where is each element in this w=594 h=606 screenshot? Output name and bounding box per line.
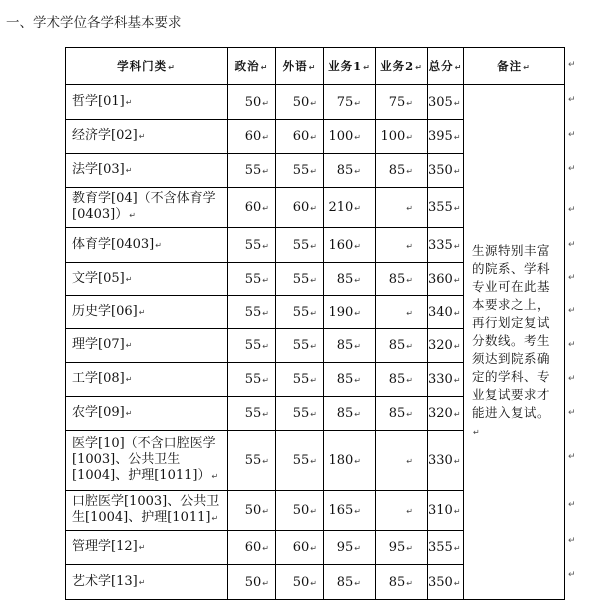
- total-cell-value: 305: [428, 94, 453, 110]
- row-end-mark: ↵: [568, 95, 576, 105]
- row-end-mark: ↵: [568, 374, 576, 384]
- course1-cell-value: 160: [328, 237, 354, 253]
- score-requirements-table: [65, 47, 565, 600]
- total-cell: [428, 329, 464, 363]
- politics-cell: [228, 188, 276, 228]
- paragraph-mark: ↵: [406, 544, 413, 553]
- paragraph-mark: ↵: [262, 544, 269, 553]
- subject-cell: [66, 120, 228, 154]
- row-end-mark: ↵: [568, 500, 576, 510]
- course2-cell: [376, 431, 428, 491]
- politics-cell: [228, 531, 276, 565]
- politics-cell-value: 55: [244, 304, 262, 320]
- paragraph-mark: ↵: [262, 376, 269, 385]
- paragraph-mark: ↵: [262, 98, 269, 108]
- paragraph-mark: ↵: [354, 507, 361, 516]
- total-cell-value: 340: [428, 304, 453, 320]
- header-course1: 业务1↵: [324, 48, 376, 85]
- course1-cell-value: 75: [336, 94, 354, 110]
- paragraph-mark: ↵: [354, 167, 361, 176]
- paragraph-mark: ↵: [310, 507, 317, 516]
- language-cell: [276, 120, 324, 154]
- header-total: 总分↵: [428, 48, 464, 85]
- course1-cell-value: 165: [328, 503, 354, 518]
- course1-cell-value: 85: [336, 372, 354, 387]
- paragraph-mark: ↵: [125, 274, 133, 284]
- politics-cell: [228, 120, 276, 154]
- politics-cell: [228, 329, 276, 363]
- paragraph-mark: ↵: [262, 133, 269, 142]
- paragraph-mark: ↵: [262, 410, 269, 419]
- subject-cell-value: 艺术学[13]: [72, 573, 138, 589]
- politics-cell: [228, 431, 276, 491]
- header-course2: 业务2↵: [376, 48, 428, 85]
- course2-cell: [376, 296, 428, 329]
- course2-cell: [376, 329, 428, 363]
- course1-cell: [324, 491, 376, 531]
- course2-cell: [376, 154, 428, 188]
- course1-cell: [324, 120, 376, 154]
- subject-cell-value: 农学[09]: [72, 405, 125, 420]
- language-cell-value: 60: [292, 129, 310, 144]
- politics-cell-value: 50: [244, 94, 262, 110]
- course1-cell: [324, 263, 376, 296]
- paragraph-mark: ↵: [406, 342, 413, 351]
- paragraph-mark: ↵: [262, 507, 269, 516]
- course1-cell: [324, 363, 376, 397]
- paragraph-mark: ↵: [354, 275, 361, 285]
- paragraph-mark: ↵: [406, 98, 413, 108]
- paragraph-mark: ↵: [453, 544, 461, 553]
- language-cell: [276, 85, 324, 120]
- total-cell-value: 320: [428, 338, 453, 353]
- total-cell-value: 320: [428, 406, 453, 421]
- paragraph-mark: ↵: [354, 457, 361, 466]
- total-cell-value: 355: [428, 540, 453, 555]
- course2-cell-value: 75: [388, 94, 406, 110]
- course1-cell-value: 85: [336, 574, 354, 590]
- total-cell: [428, 228, 464, 263]
- paragraph-mark: ↵: [211, 514, 219, 523]
- total-cell-value: 330: [428, 453, 453, 468]
- course1-cell: [324, 154, 376, 188]
- course2-cell: [376, 263, 428, 296]
- language-cell: [276, 491, 324, 531]
- subject-cell-value: 工学[08]: [72, 371, 125, 386]
- course1-cell: [324, 296, 376, 329]
- remarks-cell: [464, 85, 565, 600]
- paragraph-mark: ↵: [406, 275, 413, 285]
- course1-cell: [324, 329, 376, 363]
- header-subject: 学科门类↵: [66, 48, 228, 85]
- row-end-mark: ↵: [568, 306, 576, 316]
- paragraph-mark: ↵: [138, 543, 146, 552]
- language-cell: [276, 565, 324, 600]
- language-cell: [276, 263, 324, 296]
- total-cell: [428, 120, 464, 154]
- subject-cell: [66, 491, 228, 531]
- politics-cell-value: 55: [244, 271, 262, 287]
- course2-cell: [376, 531, 428, 565]
- paragraph-mark: ↵: [453, 457, 461, 466]
- paragraph-mark: ↵: [453, 578, 461, 588]
- course2-cell-value: 100: [380, 129, 406, 144]
- total-cell: [428, 491, 464, 531]
- paragraph-mark: ↵: [406, 167, 413, 176]
- paragraph-mark: ↵: [406, 204, 413, 213]
- course2-cell-value: 85: [388, 338, 406, 353]
- politics-cell: [228, 263, 276, 296]
- total-cell: [428, 431, 464, 491]
- total-cell: [428, 296, 464, 329]
- paragraph-mark: ↵: [310, 204, 317, 213]
- paragraph-mark: ↵: [125, 166, 133, 175]
- course1-cell: [324, 431, 376, 491]
- total-cell: [428, 531, 464, 565]
- total-cell-value: 360: [428, 271, 453, 287]
- subject-cell-value: 理学[07]: [72, 337, 125, 352]
- paragraph-mark: ↵: [406, 457, 413, 466]
- subject-cell: [66, 263, 228, 296]
- header-politics: 政治↵: [228, 48, 276, 85]
- paragraph-mark: ↵: [354, 578, 361, 588]
- paragraph-mark: ↵: [262, 342, 269, 351]
- row-end-mark: ↵: [568, 60, 576, 70]
- paragraph-mark: ↵: [453, 342, 461, 351]
- course2-cell-value: 85: [388, 406, 406, 421]
- paragraph-mark: ↵: [310, 342, 317, 351]
- paragraph-mark: ↵: [453, 133, 461, 142]
- total-cell: [428, 565, 464, 600]
- subject-cell: [66, 329, 228, 363]
- paragraph-mark: ↵: [138, 577, 146, 587]
- row-end-mark: ↵: [568, 205, 576, 215]
- politics-cell-value: 60: [244, 200, 262, 215]
- course2-cell: [376, 491, 428, 531]
- paragraph-mark: ↵: [406, 308, 413, 318]
- paragraph-mark: ↵: [406, 410, 413, 419]
- paragraph-mark: ↵: [125, 341, 133, 350]
- paragraph-mark: ↵: [354, 410, 361, 419]
- paragraph-mark: ↵: [354, 342, 361, 351]
- paragraph-mark: ↵: [453, 241, 461, 251]
- paragraph-mark: ↵: [354, 204, 361, 213]
- politics-cell-value: 55: [244, 338, 262, 353]
- language-cell-value: 55: [292, 163, 310, 178]
- course1-cell: [324, 188, 376, 228]
- course1-cell: [324, 228, 376, 263]
- language-cell: [276, 296, 324, 329]
- language-cell: [276, 531, 324, 565]
- paragraph-mark: ↵: [453, 204, 461, 213]
- politics-cell: [228, 85, 276, 120]
- subject-cell: [66, 228, 228, 263]
- paragraph-mark: ↵: [406, 507, 413, 516]
- paragraph-mark: ↵: [354, 544, 361, 553]
- language-cell-value: 50: [292, 503, 310, 518]
- row-end-mark: ↵: [568, 408, 576, 418]
- paragraph-mark: ↵: [310, 133, 317, 142]
- course2-cell: [376, 85, 428, 120]
- course1-cell: [324, 397, 376, 431]
- paragraph-mark: ↵: [125, 97, 133, 107]
- language-cell: [276, 397, 324, 431]
- paragraph-mark: ↵: [310, 308, 317, 318]
- politics-cell: [228, 296, 276, 329]
- paragraph-mark: ↵: [125, 375, 133, 384]
- total-cell: [428, 188, 464, 228]
- paragraph-mark: ↵: [453, 376, 461, 385]
- language-cell-value: 55: [292, 271, 310, 287]
- politics-cell: [228, 154, 276, 188]
- paragraph-mark: ↵: [310, 275, 317, 285]
- course1-cell-value: 85: [336, 406, 354, 421]
- paragraph-mark: ↵: [453, 275, 461, 285]
- politics-cell-value: 55: [244, 453, 262, 468]
- paragraph-mark: ↵: [129, 211, 136, 220]
- section-heading: 一、学术学位各学科基本要求: [6, 15, 182, 31]
- course1-cell-value: 95: [336, 540, 354, 555]
- course1-cell-value: 100: [328, 129, 354, 144]
- subject-cell: [66, 154, 228, 188]
- language-cell-value: 55: [292, 372, 310, 387]
- paragraph-mark: ↵: [406, 376, 413, 385]
- total-cell-value: 330: [428, 372, 453, 387]
- subject-cell: [66, 296, 228, 329]
- paragraph-mark: ↵: [262, 204, 269, 213]
- language-cell: [276, 431, 324, 491]
- paragraph-mark: ↵: [453, 98, 461, 108]
- course2-cell: [376, 228, 428, 263]
- politics-cell-value: 50: [244, 503, 262, 518]
- total-cell-value: 350: [428, 574, 453, 590]
- total-cell: [428, 85, 464, 120]
- subject-cell-value: 经济学[02]: [72, 128, 138, 143]
- row-end-mark: ↵: [568, 240, 576, 250]
- row-end-mark: ↵: [568, 570, 576, 580]
- politics-cell: [228, 565, 276, 600]
- course1-cell: [324, 531, 376, 565]
- subject-cell: [66, 363, 228, 397]
- paragraph-mark: ↵: [453, 308, 461, 318]
- subject-cell-value: 文学[05]: [72, 270, 125, 286]
- course2-cell-value: 85: [388, 163, 406, 178]
- row-end-mark: ↵: [568, 273, 576, 283]
- language-cell: [276, 363, 324, 397]
- paragraph-mark: ↵: [453, 167, 461, 176]
- paragraph-mark: ↵: [310, 241, 317, 251]
- total-cell-value: 335: [428, 237, 453, 253]
- paragraph-mark: ↵: [310, 410, 317, 419]
- row-end-mark: ↵: [568, 536, 576, 546]
- course2-cell-value: 95: [388, 540, 406, 555]
- total-cell-value: 355: [428, 200, 453, 215]
- paragraph-mark: ↵: [354, 98, 361, 108]
- language-cell-value: 50: [292, 94, 310, 110]
- row-end-mark: ↵: [568, 340, 576, 350]
- paragraph-mark: ↵: [310, 544, 317, 553]
- paragraph-mark: ↵: [310, 98, 317, 108]
- course1-cell-value: 85: [336, 163, 354, 178]
- politics-cell: [228, 228, 276, 263]
- politics-cell-value: 60: [244, 129, 262, 144]
- politics-cell: [228, 491, 276, 531]
- paragraph-mark: ↵: [453, 507, 461, 516]
- politics-cell-value: 50: [244, 574, 262, 590]
- language-cell-value: 50: [292, 574, 310, 590]
- language-cell: [276, 228, 324, 263]
- paragraph-mark: ↵: [473, 428, 481, 437]
- paragraph-mark: ↵: [310, 457, 317, 466]
- course1-cell: [324, 565, 376, 600]
- table-header-row: [66, 48, 565, 85]
- subject-cell-value: 法学[03]: [72, 162, 125, 177]
- subject-cell: [66, 565, 228, 600]
- total-cell-value: 395: [428, 129, 453, 144]
- remarks-text: 生源特别丰富的院系、学科专业可在此基本要求之上，再行划定复试分数线。考生须达到院系确定的学科、专业复试要求才能进入复试。: [472, 243, 551, 420]
- subject-cell-value: 医学[10]（不含口腔医学[1003]、公共卫生[1004]、护理[1011]）: [72, 436, 216, 483]
- subject-cell-value: 管理学[12]: [72, 539, 138, 554]
- table-row: [66, 85, 565, 120]
- politics-cell: [228, 363, 276, 397]
- subject-cell: [66, 397, 228, 431]
- course2-cell: [376, 397, 428, 431]
- total-cell-value: 350: [428, 163, 453, 178]
- course1-cell-value: 85: [336, 271, 354, 287]
- course2-cell: [376, 120, 428, 154]
- paragraph-mark: ↵: [262, 275, 269, 285]
- paragraph-mark: ↵: [155, 240, 162, 250]
- politics-cell-value: 55: [244, 372, 262, 387]
- subject-cell-value: 哲学[01]: [72, 93, 125, 109]
- header-language: 外语↵: [276, 48, 324, 85]
- subject-cell: [66, 431, 228, 491]
- paragraph-mark: ↵: [453, 410, 461, 419]
- course1-cell-value: 85: [336, 338, 354, 353]
- language-cell-value: 55: [292, 237, 310, 253]
- subject-cell: [66, 531, 228, 565]
- politics-cell-value: 55: [244, 237, 262, 253]
- paragraph-mark: ↵: [262, 578, 269, 588]
- paragraph-mark: ↵: [310, 376, 317, 385]
- politics-cell-value: 55: [244, 406, 262, 421]
- total-cell: [428, 154, 464, 188]
- course2-cell-value: 85: [388, 271, 406, 287]
- paragraph-mark: ↵: [262, 241, 269, 251]
- total-cell: [428, 263, 464, 296]
- subject-cell-value: 体育学[0403]: [72, 236, 155, 252]
- paragraph-mark: ↵: [211, 472, 219, 481]
- language-cell-value: 55: [292, 453, 310, 468]
- language-cell-value: 60: [292, 200, 310, 215]
- subject-cell-value: 教育学[04]（不含体育学[0403]）: [72, 191, 216, 222]
- paragraph-mark: ↵: [125, 409, 133, 418]
- course1-cell-value: 190: [328, 304, 354, 320]
- row-end-mark: ↵: [568, 164, 576, 174]
- paragraph-mark: ↵: [310, 578, 317, 588]
- paragraph-mark: ↵: [406, 578, 413, 588]
- paragraph-mark: ↵: [310, 167, 317, 176]
- paragraph-mark: ↵: [262, 308, 269, 318]
- subject-cell-value: 口腔医学[1003]、公共卫生[1004]、护理[1011]: [72, 494, 220, 525]
- paragraph-mark: ↵: [262, 167, 269, 176]
- paragraph-mark: ↵: [262, 457, 269, 466]
- paragraph-mark: ↵: [354, 308, 361, 318]
- course1-cell-value: 210: [328, 200, 354, 215]
- paragraph-mark: ↵: [406, 133, 413, 142]
- paragraph-mark: ↵: [406, 241, 413, 251]
- language-cell: [276, 188, 324, 228]
- paragraph-mark: ↵: [138, 307, 146, 317]
- language-cell-value: 55: [292, 304, 310, 320]
- course2-cell: [376, 188, 428, 228]
- total-cell: [428, 397, 464, 431]
- course1-cell-value: 180: [328, 453, 354, 468]
- total-cell: [428, 363, 464, 397]
- total-cell-value: 310: [428, 503, 453, 518]
- course2-cell: [376, 363, 428, 397]
- course2-cell-value: 85: [388, 574, 406, 590]
- course2-cell: [376, 565, 428, 600]
- language-cell-value: 60: [292, 540, 310, 555]
- paragraph-mark: ↵: [354, 376, 361, 385]
- header-note: 备注↵: [464, 48, 565, 85]
- politics-cell-value: 60: [244, 540, 262, 555]
- politics-cell-value: 55: [244, 163, 262, 178]
- language-cell-value: 55: [292, 338, 310, 353]
- paragraph-mark: ↵: [138, 132, 146, 141]
- row-end-mark: ↵: [568, 452, 576, 462]
- language-cell: [276, 154, 324, 188]
- course2-cell-value: 85: [388, 372, 406, 387]
- language-cell: [276, 329, 324, 363]
- subject-cell: [66, 188, 228, 228]
- subject-cell-value: 历史学[06]: [72, 303, 138, 319]
- subject-cell: [66, 85, 228, 120]
- course1-cell: [324, 85, 376, 120]
- row-end-mark: ↵: [568, 130, 576, 140]
- paragraph-mark: ↵: [354, 133, 361, 142]
- language-cell-value: 55: [292, 406, 310, 421]
- politics-cell: [228, 397, 276, 431]
- paragraph-mark: ↵: [354, 241, 361, 251]
